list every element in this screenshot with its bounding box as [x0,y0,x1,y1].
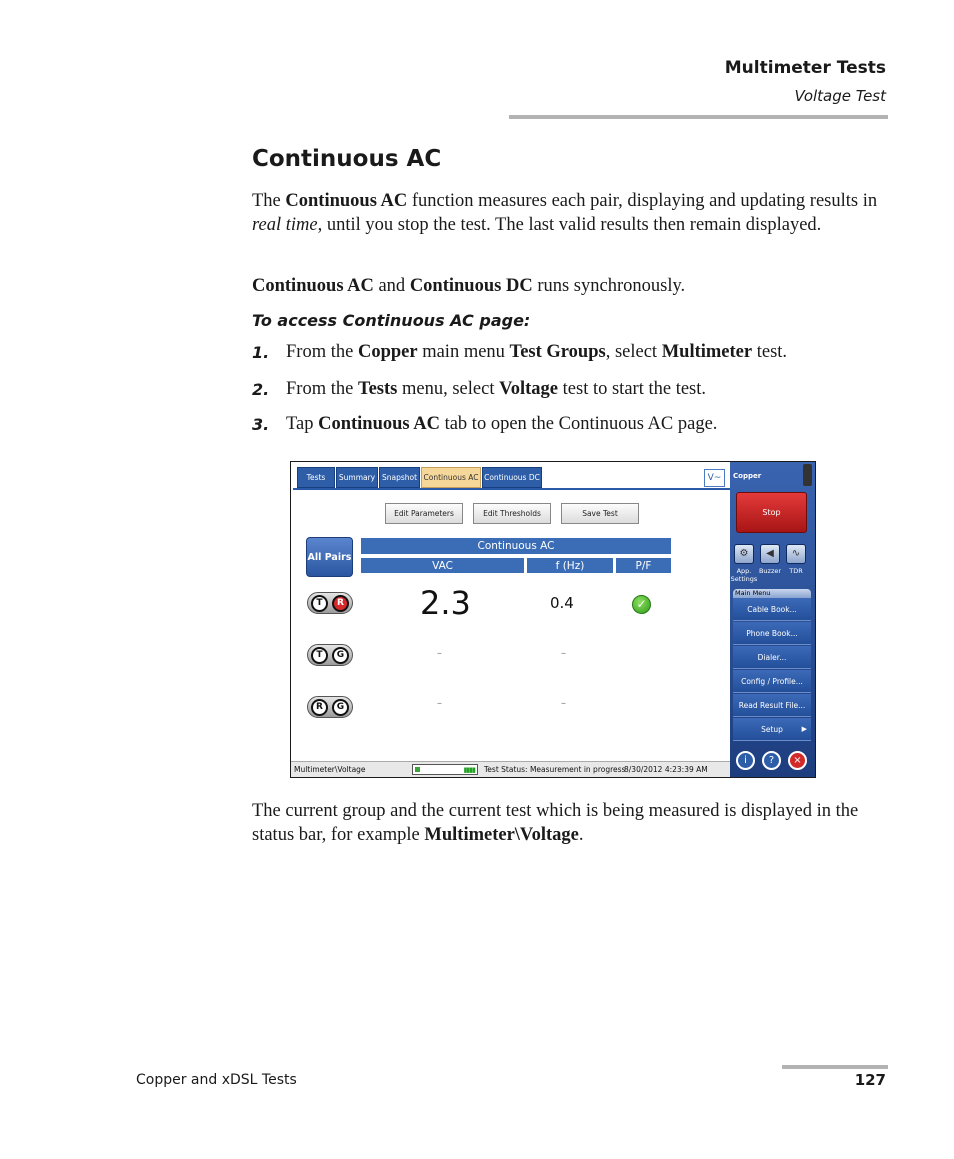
waveform-icon[interactable]: ∿ [786,544,806,564]
tab-continuous-ac[interactable]: Continuous AC [421,467,481,488]
ground-ball: G [332,647,349,664]
tdr-label: TDR [789,567,803,575]
section-heading: Continuous AC [252,146,442,172]
vac-value: 2.3 [420,584,471,622]
status-bar [291,761,730,777]
menu-item-read-result-file[interactable]: Read Result File... [733,694,811,717]
status-path: Multimeter\Voltage [294,765,366,774]
progress-indicator: ▮▮▮▮ [412,764,478,775]
procedure-title: To access Continuous AC page: [252,311,531,330]
menu-item-setup[interactable]: Setup ▶ [733,718,811,741]
header-chapter: Multimeter Tests [724,58,886,78]
freq-value: – [561,698,566,709]
header-rule [509,115,888,119]
all-pairs-button[interactable]: All Pairs [306,537,353,577]
tip-ball: T [311,595,328,612]
sync-paragraph: Continuous AC and Continuous DC runs synchronously. [252,276,686,296]
freq-value: 0.4 [550,594,574,612]
menu-item-dialer[interactable]: Dialer... [733,646,811,669]
close-icon[interactable]: × [788,751,807,770]
intro-paragraph: The Continuous AC function measures each pair, displaying and updating results in real time, until you stop the test. The last valid results then remain displayed. [252,191,878,235]
header-section: Voltage Test [794,87,886,105]
pass-check-icon: ✓ [632,595,651,614]
main-area [293,490,730,762]
column-vac: VAC [361,558,524,573]
right-sidebar [730,462,815,777]
ring-ball: R [311,699,328,716]
column-pf: P/F [616,558,671,573]
column-freq: f (Hz) [527,558,613,573]
voltage-waveform-icon: V~ [704,469,725,487]
status-text: Test Status: Measurement in progress [484,765,626,774]
main-menu-header: Main Menu [733,589,811,598]
freq-value: – [561,648,566,659]
status-datetime: 8/30/2012 4:23:39 AM [624,765,708,774]
pair-tr[interactable] [307,592,353,614]
menu-item-phone-book[interactable]: Phone Book... [733,622,811,645]
edit-thresholds-button[interactable]: Edit Thresholds [473,503,551,524]
help-icon[interactable]: ? [762,751,781,770]
info-icon[interactable]: i [736,751,755,770]
stop-button[interactable]: Stop [736,492,807,533]
page-number: 127 [854,1071,886,1089]
save-test-button[interactable]: Save Test [561,503,639,524]
device-screenshot [290,461,816,778]
footer-title: Copper and xDSL Tests [136,1072,297,1088]
tab-bar [293,464,730,490]
vac-value: – [437,698,442,709]
buzzer-label: Buzzer [758,567,782,575]
ring-ball: R [332,595,349,612]
vac-value: – [437,648,442,659]
tab-continuous-dc[interactable]: Continuous DC [482,467,542,488]
footer-rule [782,1065,888,1069]
ground-ball: G [332,699,349,716]
tip-ball: T [311,647,328,664]
sidebar-title: Copper [733,472,762,480]
tab-tests[interactable]: Tests [297,467,335,488]
outro-paragraph: The current group and the current test which is being measured is displayed in the status bar, for example Multimeter\Voltage. [252,801,859,845]
tab-summary[interactable]: Summary [336,467,378,488]
pair-tg[interactable] [307,644,353,666]
traffic-light-icon [803,464,812,486]
tab-snapshot[interactable]: Snapshot [379,467,420,488]
menu-item-config-profile[interactable]: Config / Profile... [733,670,811,693]
pair-rg[interactable] [307,696,353,718]
menu-item-cable-book[interactable]: Cable Book... [733,598,811,621]
wrench-icon[interactable]: ⚙ [734,544,754,564]
app-settings-label: App. Settings [730,567,758,583]
arrow-right-icon: ▶ [801,725,807,733]
speaker-icon[interactable]: ◀ [760,544,780,564]
table-title: Continuous AC [361,538,671,554]
edit-parameters-button[interactable]: Edit Parameters [385,503,463,524]
